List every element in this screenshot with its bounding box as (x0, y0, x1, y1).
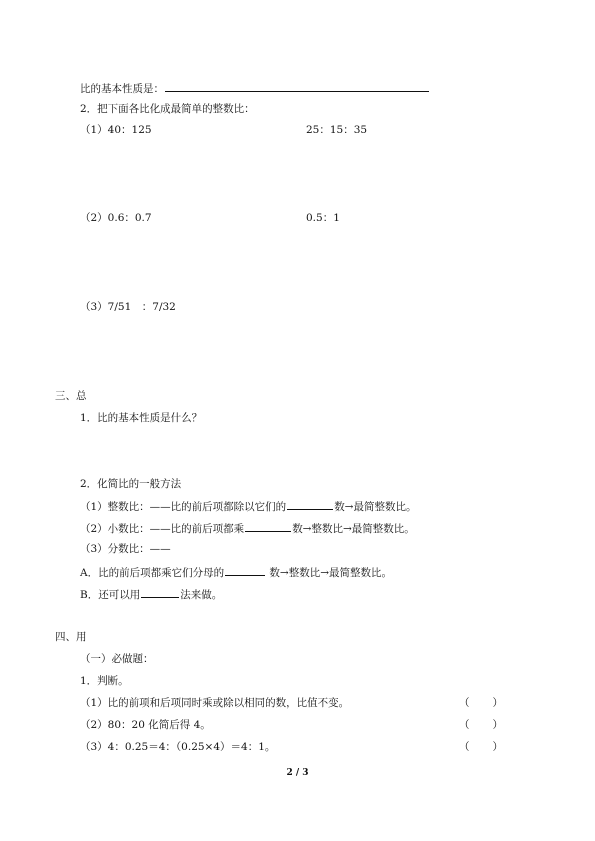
judge-item-3: （3）4：0.25＝4：（0.25×4）＝4：1。 (80, 741, 276, 753)
method-b: B．还可以用 法来做。 (80, 586, 222, 600)
answer-blank[interactable] (225, 564, 265, 576)
method-integer-ratio: （1）整数比：——比的前后项都除以它们的 数→最简整数比。 (80, 498, 417, 512)
problem-2-left: （2）0.6：0.7 (80, 212, 152, 224)
problem-1-left: （1）40：125 (80, 124, 152, 136)
page-number: 2 / 3 (286, 768, 309, 778)
problem-3-left: （3）7/51 ：7/32 (80, 301, 176, 313)
summary-question-2: 2．化简比的一般方法 (80, 478, 182, 490)
basic-property-label: 比的基本性质是： (80, 83, 164, 95)
judge-item-2: （2）80：20 化简后得 4。 (80, 719, 211, 731)
answer-blank[interactable] (287, 498, 333, 510)
answer-parentheses[interactable]: （ ） (459, 741, 503, 753)
question-2-title: 2．把下面各比化成最简单的整数比： (80, 103, 255, 115)
method-fraction-ratio: （3）分数比：—— (80, 543, 171, 555)
summary-question-1: 1．比的基本性质是什么？ (80, 412, 203, 424)
required-questions-label: （一）必做题： (80, 653, 154, 665)
section-three-heading: 三、总 (55, 390, 87, 402)
method-decimal-ratio: （2）小数比：——比的前后项都乘 数→整数比→最简整数比。 (80, 520, 415, 534)
basic-property-line (80, 80, 430, 94)
judge-title: 1．判断。 (80, 675, 129, 687)
answer-blank[interactable] (245, 520, 291, 532)
problem-1-right: 25：15：35 (306, 124, 368, 136)
method-a: A．比的前后项都乘它们分母的 数→整数比→最简整数比。 (80, 564, 392, 578)
section-four-heading: 四、用 (55, 631, 87, 643)
problem-2-right: 0.5：1 (306, 212, 340, 224)
answer-blank[interactable] (165, 80, 429, 92)
answer-blank[interactable] (141, 586, 179, 598)
answer-parentheses[interactable]: （ ） (459, 719, 503, 731)
judge-item-1: （1）比的前项和后项同时乘或除以相同的数，比值不变。 (80, 697, 350, 709)
answer-parentheses[interactable]: （ ） (459, 697, 503, 709)
